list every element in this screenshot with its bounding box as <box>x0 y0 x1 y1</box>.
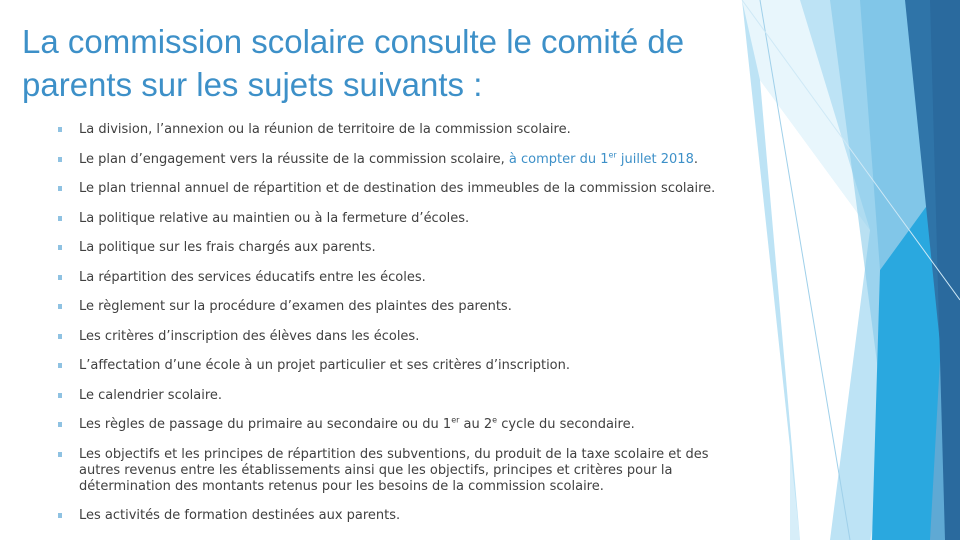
list-item: La répartition des services éducatifs entre les écoles. <box>58 270 728 286</box>
bullet-list <box>58 122 728 538</box>
square-bullet-icon <box>58 334 62 339</box>
list-item: Le plan d’engagement vers la réussite de la commission scolaire, à compter du 1er juillet 2018. <box>58 152 728 168</box>
list-item: Le règlement sur la procédure d’examen des plaintes des parents. <box>58 299 728 315</box>
square-bullet-icon <box>58 422 62 427</box>
list-item: Les règles de passage du primaire au secondaire ou du 1er au 2e cycle du secondaire. <box>58 417 728 433</box>
square-bullet-icon <box>58 275 62 280</box>
list-item: Les objectifs et les principes de répartition des subventions, du produit de la taxe scolaire et des autres revenus entre les établissements ainsi que les objectifs, principes et critères pour la détermination des montants retenus pour les besoins de la commission scolaire. <box>58 447 728 495</box>
list-item: L’affectation d’une école à un projet particulier et ses critères d’inscription. <box>58 358 728 374</box>
square-bullet-icon <box>58 513 62 518</box>
square-bullet-icon <box>58 245 62 250</box>
square-bullet-icon <box>58 186 62 191</box>
list-item: Les activités de formation destinées aux parents. <box>58 508 728 524</box>
square-bullet-icon <box>58 216 62 221</box>
list-item: Le plan triennal annuel de répartition et de destination des immeubles de la commission scolaire. <box>58 181 728 197</box>
list-item: Les critères d’inscription des élèves dans les écoles. <box>58 329 728 345</box>
square-bullet-icon <box>58 452 62 457</box>
square-bullet-icon <box>58 304 62 309</box>
square-bullet-icon <box>58 127 62 132</box>
square-bullet-icon <box>58 363 62 368</box>
square-bullet-icon <box>58 393 62 398</box>
slide-title: La commission scolaire consulte le comité de parents sur les sujets suivants : <box>22 23 685 103</box>
list-item: Le calendrier scolaire. <box>58 388 728 404</box>
list-item: La politique sur les frais chargés aux parents. <box>58 240 728 256</box>
list-item: La division, l’annexion ou la réunion de territoire de la commission scolaire. <box>58 122 728 138</box>
highlighted-date: à compter du 1er juillet 2018 <box>508 150 694 167</box>
list-item: La politique relative au maintien ou à la fermeture d’écoles. <box>58 211 728 227</box>
square-bullet-icon <box>58 157 62 162</box>
